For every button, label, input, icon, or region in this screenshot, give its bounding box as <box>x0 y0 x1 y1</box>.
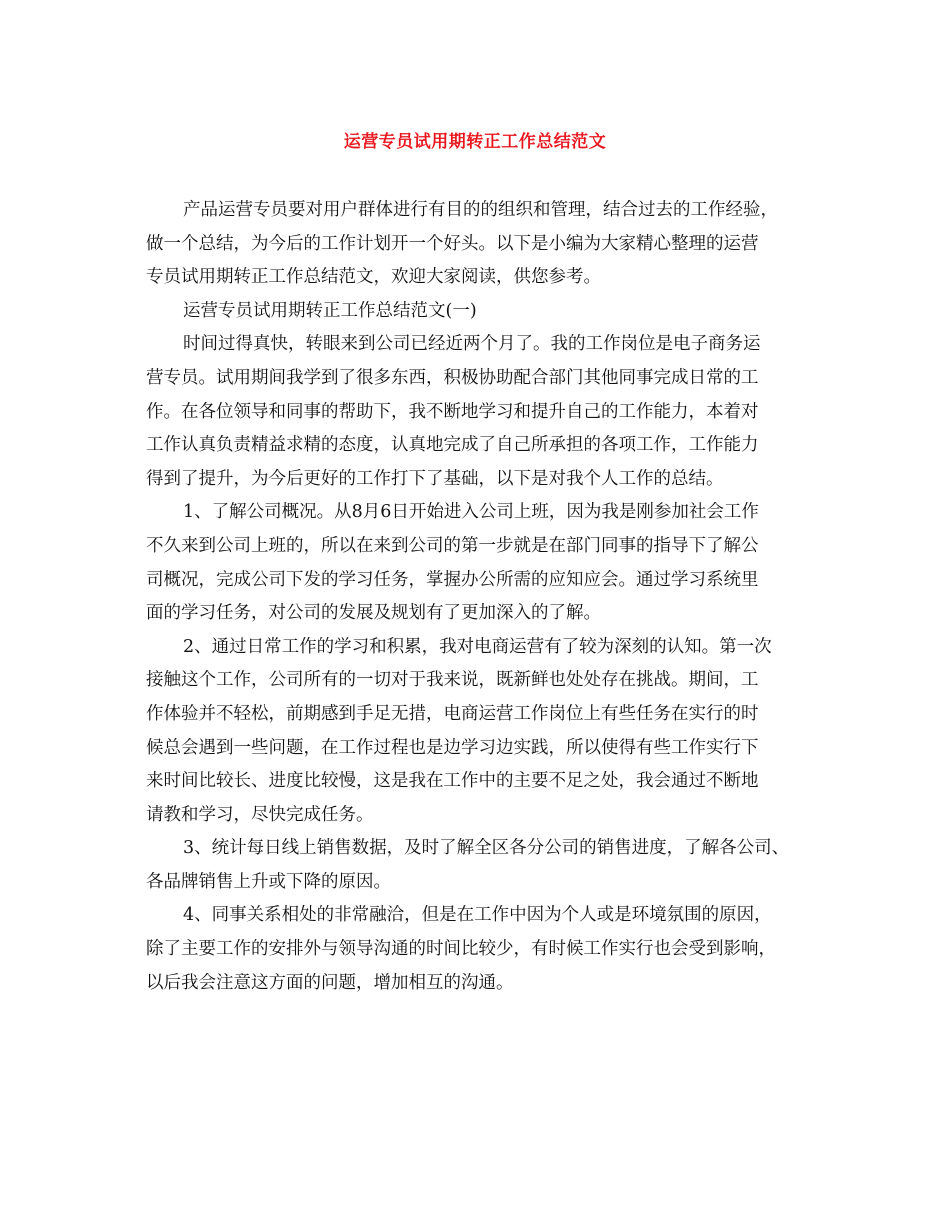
paragraph-line: 司概况，完成公司下发的学习任务，掌握办公所需的应知应会。通过学习系统里 <box>146 569 759 590</box>
paragraph-line: 来时间比较长、进度比较慢，这是我在工作中的主要不足之处，我会通过不断地 <box>146 771 759 792</box>
paragraph-line: 工作认真负责精益求精的态度，认真地完成了自己所承担的各项工作，工作能力 <box>146 435 759 456</box>
paragraph-line: 2、通过日常工作的学习和积累，我对电商运营有了较为深刻的认知。第一次 <box>183 636 772 657</box>
paragraph-line: 得到了提升，为今后更好的工作打下了基础，以下是对我个人工作的总结。 <box>146 468 724 489</box>
paragraph-line: 1、了解公司概况。从8月6日开始进入公司上班，因为我是刚参加社会工作 <box>183 502 759 523</box>
paragraph-line: 4、同事关系相处的非常融洽，但是在工作中因为个人或是环境氛围的原因， <box>183 905 772 926</box>
document-body <box>146 194 818 1000</box>
section-heading: 运营专员试用期转正工作总结范文(一) <box>183 300 477 321</box>
paragraph-line: 营专员。试用期间我学到了很多东西，积极协助配合部门其他同事完成日常的工 <box>146 367 759 388</box>
paragraph-line: 时间过得真快，转眼来到公司已经近两个月了。我的工作岗位是电子商务运 <box>183 334 761 355</box>
paragraph-line: 不久来到公司上班的，所以在来到公司的第一步就是在部门同事的指导下了解公 <box>146 535 759 556</box>
paragraph-line: 请教和学习，尽快完成任务。 <box>146 804 374 825</box>
paragraph-line: 作。在各位领导和同事的帮助下，我不断地学习和提升自己的工作能力，本着对 <box>146 401 759 422</box>
paragraph-line: 候总会遇到一些问题，在工作过程也是边学习边实践，所以使得有些工作实行下 <box>146 737 759 758</box>
paragraph-line: 专员试用期转正工作总结范文，欢迎大家阅读，供您参考。 <box>146 267 601 288</box>
paragraph-line: 作体验并不轻松，前期感到手足无措，电商运营工作岗位上有些任务在实行的时 <box>146 703 759 724</box>
paragraph-line: 产品运营专员要对用户群体进行有目的的组织和管理，结合过去的工作经验， <box>183 200 778 220</box>
paragraph-line: 各品牌销售上升或下降的原因。 <box>146 871 391 892</box>
document-title: 运营专员试用期转正工作总结范文 <box>343 132 607 152</box>
paragraph-line: 接触这个工作，公司所有的一切对于我来说，既新鲜也处处存在挑战。期间，工 <box>146 670 759 691</box>
paragraph-line: 面的学习任务，对公司的发展及规划有了更加深入的了解。 <box>146 603 601 624</box>
paragraph-line: 以后我会注意这方面的问题，增加相互的沟通。 <box>146 972 514 993</box>
paragraph-line: 做一个总结，为今后的工作计划开一个好头。以下是小编为大家精心整理的运营 <box>146 233 759 254</box>
paragraph-line: 3、统计每日线上销售数据，及时了解全区各分公司的销售进度，了解各公司、 <box>183 838 790 859</box>
paragraph-line: 除了主要工作的安排外与领导沟通的时间比较少，有时候工作实行也会受到影响， <box>146 939 776 960</box>
